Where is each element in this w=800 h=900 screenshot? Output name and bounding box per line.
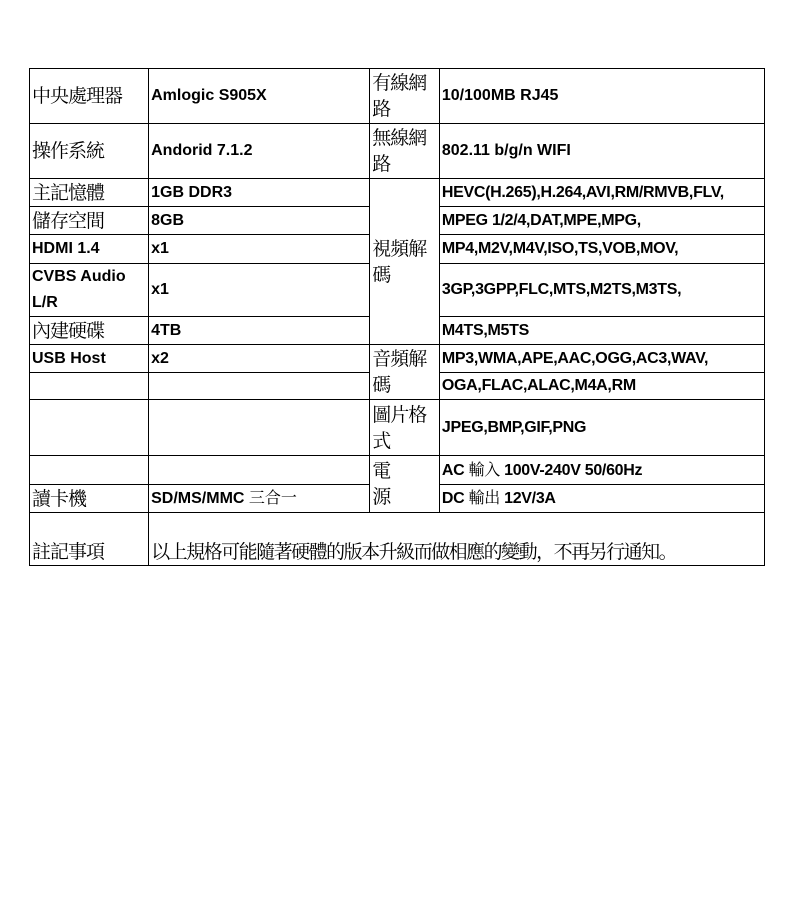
value-video-decode-2: MPEG 1/2/4,DAT,MPE,MPG, <box>439 207 764 235</box>
value-hdd: 4TB <box>149 317 370 345</box>
label-power: 電源 <box>370 456 440 513</box>
spec-row-empty-2 <box>30 400 765 456</box>
value-os: Andorid 7.1.2 <box>149 124 370 179</box>
label-ram: 主記憶體 <box>30 179 149 207</box>
value-video-decode-3: MP4,M2V,M4V,ISO,TS,VOB,MOV, <box>439 235 764 264</box>
label-os: 操作系統 <box>30 124 149 179</box>
label-audio-decode: 音頻解碼 <box>370 345 440 400</box>
value-empty-1 <box>149 373 370 400</box>
label-hdd: 內建硬碟 <box>30 317 149 345</box>
power-ac-prefix: AC <box>441 461 465 479</box>
value-video-decode-1: HEVC(H.265),H.264,AVI,RM/RMVB,FLV, <box>439 179 764 207</box>
spec-row-ram <box>30 179 765 207</box>
spec-row-cpu <box>30 69 765 124</box>
label-storage: 儲存空間 <box>30 207 149 235</box>
value-cpu: Amlogic S905X <box>149 69 370 124</box>
spec-table <box>29 68 765 566</box>
value-wireless-network: 802.11 b/g/n WIFI <box>439 124 764 179</box>
spec-row-note <box>30 513 765 566</box>
value-video-decode-4: 3GP,3GPP,FLC,MTS,M2TS,M3TS, <box>439 264 764 317</box>
card-reader-3in1: 三合一 <box>248 488 297 507</box>
value-empty-2 <box>149 400 370 456</box>
value-audio-decode-2: OGA,FLAC,ALAC,M4A,RM <box>439 373 764 400</box>
label-cvbs: CVBS Audio L/R <box>30 264 149 317</box>
spec-row-empty-3 <box>30 456 765 485</box>
value-audio-decode-1: MP3,WMA,APE,AAC,OGG,AC3,WAV, <box>439 345 764 373</box>
card-reader-formats: SD/MS/MMC <box>151 490 245 507</box>
value-video-decode-5: M4TS,M5TS <box>439 317 764 345</box>
label-image-format: 圖片格式 <box>370 400 440 456</box>
value-storage: 8GB <box>149 207 370 235</box>
spec-row-os <box>30 124 765 179</box>
spec-row-usb <box>30 345 765 373</box>
power-dc-spec: 12V/3A <box>504 490 556 507</box>
label-wired-network: 有線網路 <box>370 69 440 124</box>
value-wired-network: 10/100MB RJ45 <box>439 69 764 124</box>
label-video-decode: 視頻解碼 <box>370 179 440 345</box>
power-ac-spec: 100V-240V 50/60Hz <box>504 461 643 479</box>
label-wireless-network: 無線網路 <box>370 124 440 179</box>
value-empty-3 <box>149 456 370 485</box>
power-dc-cjk: 輸出 <box>468 488 500 507</box>
label-usb: USB Host <box>30 345 149 373</box>
value-power-dc <box>439 485 764 513</box>
value-power-ac <box>439 456 764 485</box>
power-ac-cjk: 輸入 <box>468 459 500 479</box>
value-cvbs: x1 <box>149 264 370 317</box>
value-note: 以上規格可能隨著硬體的版本升級而做相應的變動，不再另行通知。 <box>149 513 765 566</box>
power-dc-prefix: DC <box>441 490 465 507</box>
label-hdmi: HDMI 1.4 <box>30 235 149 264</box>
value-ram: 1GB DDR3 <box>149 179 370 207</box>
label-card-reader: 讀卡機 <box>30 485 149 513</box>
value-usb: x2 <box>149 345 370 373</box>
label-cpu: 中央處理器 <box>30 69 149 124</box>
value-hdmi: x1 <box>149 235 370 264</box>
label-empty-3 <box>30 456 149 485</box>
label-empty-1 <box>30 373 149 400</box>
value-card-reader <box>149 485 370 513</box>
value-image-format: JPEG,BMP,GIF,PNG <box>439 400 764 456</box>
label-empty-2 <box>30 400 149 456</box>
label-note: 註記事項 <box>30 513 149 566</box>
